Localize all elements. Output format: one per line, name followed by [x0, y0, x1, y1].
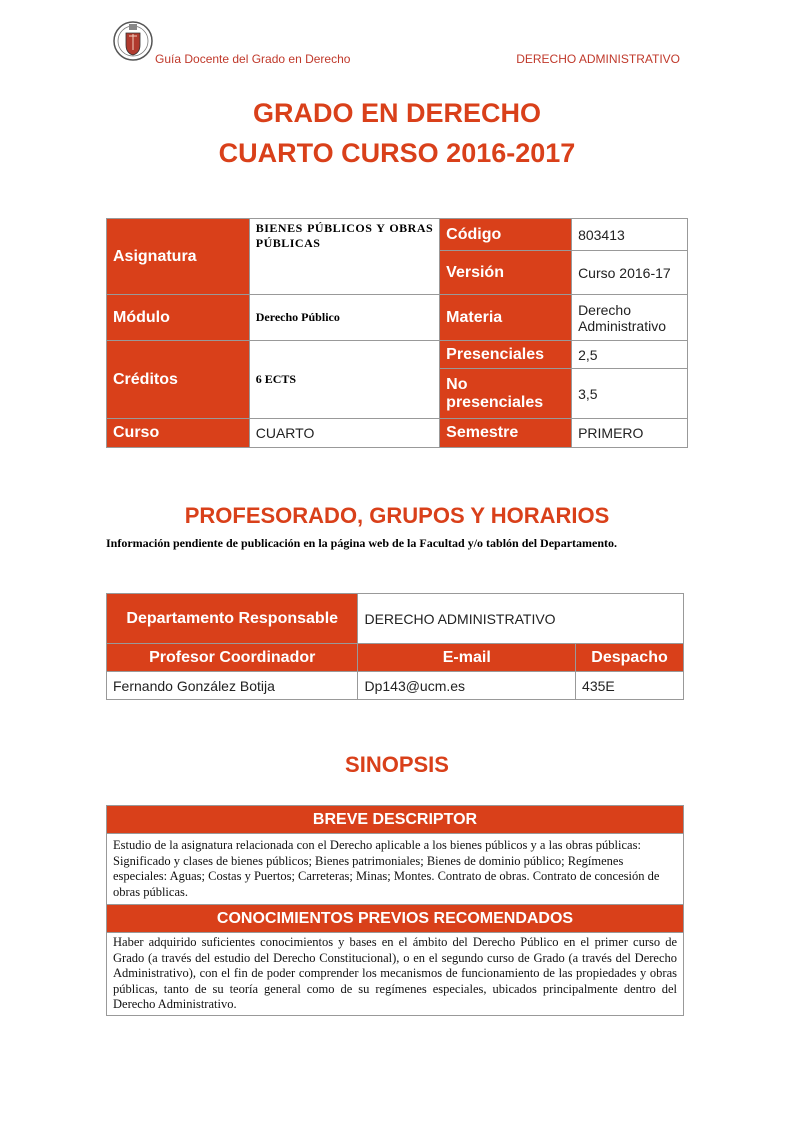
semestre-label: Semestre [440, 419, 572, 448]
previos-label: CONOCIMIENTOS PREVIOS RECOMENDADOS [107, 905, 684, 933]
sinopsis-table [106, 805, 684, 1016]
presenciales-value: 2,5 [572, 341, 688, 369]
materia-label: Materia [440, 295, 572, 341]
asignatura-label: Asignatura [107, 219, 250, 295]
dept-label: Departamento Responsable [107, 594, 358, 644]
no-presenciales-label: No presenciales [440, 369, 572, 419]
university-seal-logo [112, 16, 154, 66]
previos-text: Haber adquirido suficientes conocimientos y bases en el ámbito del Derecho Público en el primer curso de Grado (a través del estudio del Derecho Constitucional), o en el segundo curso de Grado (a través del Derecho Administrativo), con el fin de poder comprender los mecanismos de funcionamiento de las propiedades y obras públicas, tanto de su teoría general como de su regímenes especiales, ubicados principalmente dentro del Derecho Administrativo. [107, 933, 684, 1016]
col-despacho: Despacho [576, 644, 684, 672]
codigo-value: 803413 [572, 219, 688, 251]
presenciales-label: Presenciales [440, 341, 572, 369]
profesorado-note: Información pendiente de publicación en la página web de la Facultad y/o tablón del Departamento. [106, 536, 618, 550]
version-label: Versión [440, 251, 572, 295]
semestre-value: PRIMERO [572, 419, 688, 448]
profesorado-table [106, 593, 684, 700]
col-profesor: Profesor Coordinador [107, 644, 358, 672]
dept-value: DERECHO ADMINISTRATIVO [358, 594, 684, 644]
asignatura-table [106, 218, 688, 448]
header-right-text: DERECHO ADMINISTRATIVO [516, 52, 680, 66]
page-title-line2: CUARTO CURSO 2016-2017 [218, 138, 576, 168]
descriptor-label: BREVE DESCRIPTOR [107, 806, 684, 834]
modulo-label: Módulo [107, 295, 250, 341]
curso-value: CUARTO [249, 419, 439, 448]
materia-value: Derecho Administrativo [572, 295, 688, 341]
asignatura-value: BIENES PÚBLICOS Y OBRAS PÚBLICAS [249, 219, 439, 295]
profesorado-heading: PROFESORADO, GRUPOS Y HORARIOS [184, 503, 610, 528]
creditos-label: Créditos [107, 341, 250, 419]
page-title-line1: GRADO EN DERECHO [252, 98, 542, 128]
col-email: E-mail [358, 644, 576, 672]
profesor-despacho: 435E [576, 672, 684, 700]
creditos-value: 6 ECTS [249, 341, 439, 419]
version-value: Curso 2016-17 [572, 251, 688, 295]
sinopsis-heading: SINOPSIS [345, 752, 449, 777]
modulo-value: Derecho Público [249, 295, 439, 341]
profesor-name: Fernando González Botija [107, 672, 358, 700]
curso-label: Curso [107, 419, 250, 448]
descriptor-text: Estudio de la asignatura relacionada con el Derecho aplicable a los bienes públicos y a las obras públicas: Significado y clases de bienes públicos; Bienes patrimoniales; Bienes de dominio público; Regímenes especiales: Aguas; Costas y Puertos; Carreteras; Minas; Montes. Contrato de obras. Contrato de concesión de obras públicas. [107, 834, 684, 905]
profesor-email[interactable]: Dp143@ucm.es [358, 672, 576, 700]
no-presenciales-value: 3,5 [572, 369, 688, 419]
header-left-text: Guía Docente del Grado en Derecho [155, 52, 351, 66]
codigo-label: Código [440, 219, 572, 251]
